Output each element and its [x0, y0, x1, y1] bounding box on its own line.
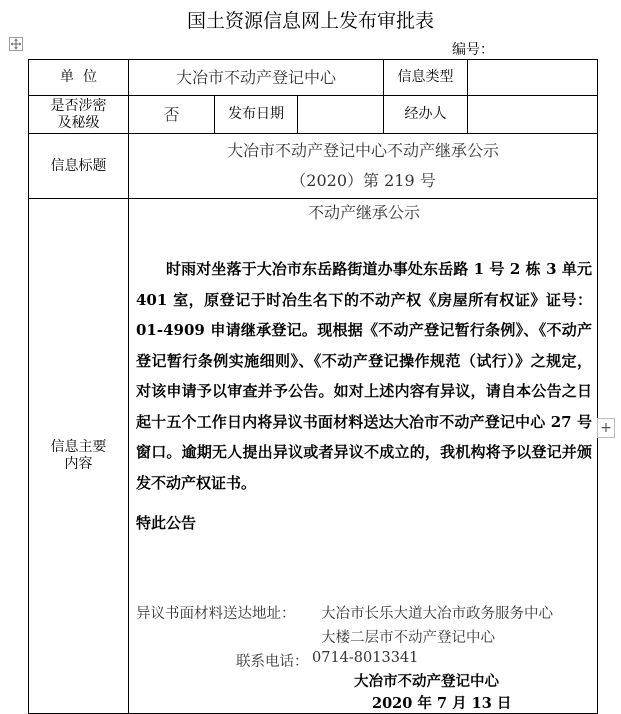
- phone-label: 联系电话：: [236, 654, 309, 670]
- notice-paragraph: 时雨对坐落于大冶市东岳路街道办事处东岳路 1 号 2 栋 3 单元 401 室，原登记于时冶生名下的不动产权《房屋所有权证》证号：01-4909 申请继承登记。现根据《不动产登记暂行条例》、《不动产登记暂行条例实施细则》、《不动产登记操作规范（试行）》之规定，对该申请予以审查并予公告。如对上述内容有异议，请自本公告之日起十五个工作日内将异议书面材料送达大冶市不动产登记中心 27 号窗口。逾期无人提出异议或者异议不成立的，我机构将予以登记并颁发不动产权证书。: [136, 260, 592, 492]
- publish-date-value[interactable]: [298, 96, 383, 133]
- serial-number-label: 编号：: [452, 42, 494, 58]
- phone-value: 0714-8013341: [312, 650, 419, 666]
- add-column-button[interactable]: [597, 418, 615, 438]
- info-title-value: [129, 134, 597, 198]
- plus-icon: +: [600, 420, 612, 436]
- table-border-right: [597, 59, 598, 714]
- address-line2: 大楼二层市不动产登记中心: [321, 630, 495, 646]
- handler-label: 经办人: [404, 106, 447, 123]
- address-label: 异议书面材料送达地址：: [136, 606, 296, 622]
- secret-level-label-line2: 及秘级: [57, 114, 100, 131]
- secret-level-label-line1: 是否涉密: [50, 97, 107, 114]
- handler-value[interactable]: [468, 96, 597, 133]
- content-label: [29, 199, 128, 713]
- signature-organization: 大冶市不动产登记中心: [354, 673, 499, 690]
- notice-heading: 不动产继承公示: [307, 203, 420, 222]
- info-title-line2: （2020）第 219 号: [290, 171, 436, 190]
- address-line1: 大冶市长乐大道大冶市政务服务中心: [321, 606, 553, 622]
- signature-date: 2020 年 7 月 13 日: [372, 695, 512, 712]
- unit-value: 大冶市不动产登记中心: [175, 67, 336, 87]
- table-move-handle[interactable]: [9, 37, 23, 51]
- publish-date-label: 发布日期: [228, 106, 284, 123]
- info-type-label: 信息类型: [397, 69, 454, 86]
- special-notice: 特此公告: [136, 514, 197, 532]
- form-title: 国土资源信息网上发布审批表: [186, 10, 434, 32]
- unit-label: 单 位: [60, 69, 97, 86]
- content-label-line1: 信息主要: [50, 439, 107, 456]
- content-label-line2: 内容: [64, 456, 93, 472]
- info-type-value[interactable]: [468, 60, 597, 95]
- info-title-label: 信息标题: [50, 157, 107, 174]
- four-way-arrow-icon: [10, 38, 22, 50]
- secret-level-label: [29, 96, 128, 133]
- info-title-line1: 大冶市不动产登记中心不动产继承公示: [226, 141, 499, 160]
- secret-level-value[interactable]: 否: [163, 104, 180, 124]
